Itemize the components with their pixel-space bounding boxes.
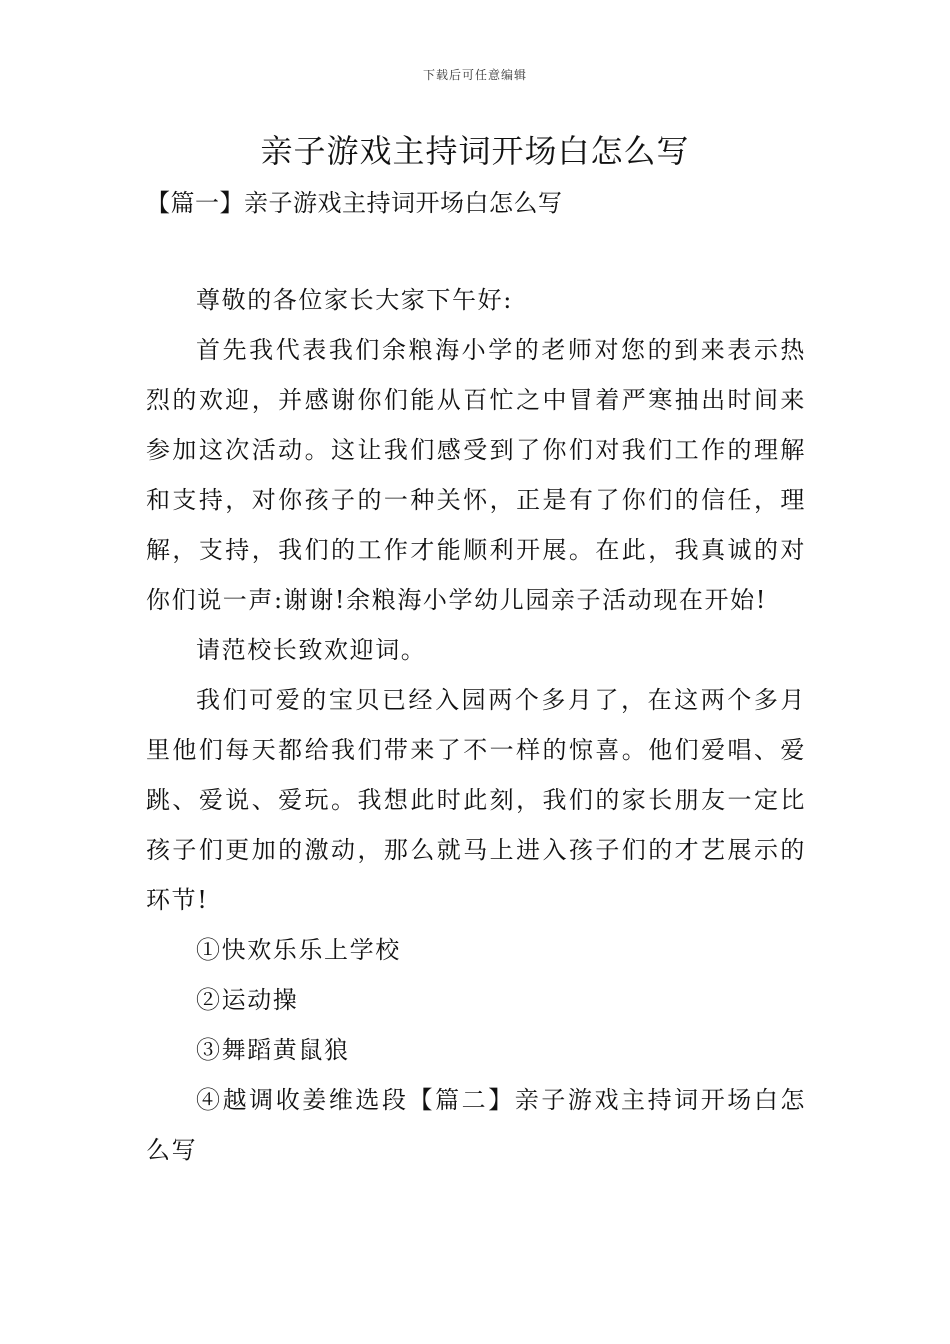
welcome-paragraph: 首先我代表我们余粮海小学的老师对您的到来表示热烈的欢迎，并感谢你们能从百忙之中冒着严寒抽出时间来参加这次活动。这让我们感受到了你们对我们工作的理解和支持，对你孩子的一种关怀，正是有了你们的信任，理解，支持，我们的工作才能顺利开展。在此，我真诚的对你们说一声:谢谢!余粮海小学幼儿园亲子活动现在开始! [146,336,806,614]
greeting-paragraph: 尊敬的各位家长大家下午好: [196,286,513,314]
principal-speech-paragraph: 请范校长致欢迎词。 [196,636,427,664]
program-item-4: ④越调收姜维选段【篇二】亲子游戏主持词开场白怎么写 [146,1086,806,1164]
program-item-3: ③舞蹈黄鼠狼 [196,1036,350,1064]
program-item-1: ①快欢乐乐上学校 [196,936,401,964]
performance-intro-paragraph: 我们可爱的宝贝已经入园两个多月了，在这两个多月里他们每天都给我们带来了不一样的惊喜。他们爱唱、爱跳、爱说、爱玩。我想此时此刻，我们的家长朋友一定比孩子们更加的激动，那么就马上进入孩子们的才艺展示的环节! [146,686,806,914]
header-note: 下载后可任意编辑 [422,68,527,82]
program-item-2: ②运动操 [196,986,299,1014]
document-body [146,275,806,1175]
document-title: 亲子游戏主持词开场白怎么写 [260,132,690,170]
section-heading: 【篇一】亲子游戏主持词开场白怎么写 [146,189,563,217]
